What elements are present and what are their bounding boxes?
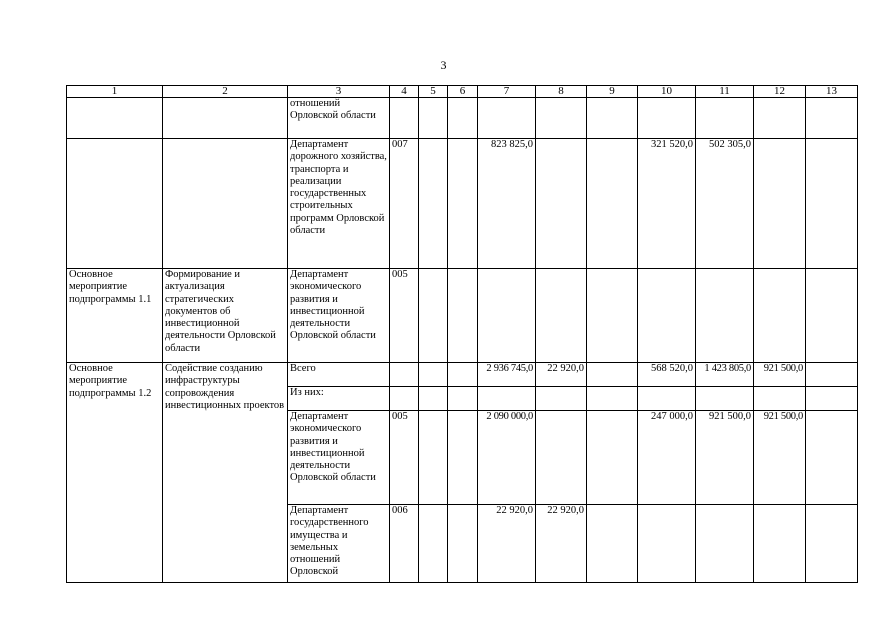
cell xyxy=(163,139,288,269)
col-header: 9 xyxy=(587,86,638,98)
cell xyxy=(754,98,806,139)
cell xyxy=(419,139,448,269)
cell-value: 22 920,0 xyxy=(478,505,536,583)
cell xyxy=(638,98,696,139)
cell xyxy=(390,387,419,411)
cell xyxy=(536,411,587,505)
cell xyxy=(587,139,638,269)
col-header: 11 xyxy=(696,86,754,98)
cell-value: 22 920,0 xyxy=(536,505,587,583)
cell xyxy=(638,269,696,363)
cell-activity: Основное мероприятие подпрограммы 1.2 xyxy=(67,363,163,583)
cell xyxy=(587,98,638,139)
cell xyxy=(696,98,754,139)
cell-value: 1 423 805,0 xyxy=(696,363,754,387)
cell xyxy=(638,505,696,583)
cell-value: 2 936 745,0 xyxy=(478,363,536,387)
cell xyxy=(67,98,163,139)
cell xyxy=(587,505,638,583)
cell xyxy=(806,139,858,269)
cell-executor: отношений Орловской области xyxy=(288,98,390,139)
cell-value: 321 520,0 xyxy=(638,139,696,269)
cell xyxy=(448,363,478,387)
page-number: 3 xyxy=(440,58,447,72)
cell xyxy=(587,269,638,363)
col-header: 10 xyxy=(638,86,696,98)
table-row xyxy=(67,139,858,269)
cell-executor: Из них: xyxy=(288,387,390,411)
cell-executor: Департамент дорожного хозяйства, транспорта и реализации государственных строительных программ Орловской области xyxy=(288,139,390,269)
cell xyxy=(536,269,587,363)
col-header: 13 xyxy=(806,86,858,98)
cell xyxy=(587,411,638,505)
cell xyxy=(448,98,478,139)
cell xyxy=(806,363,858,387)
cell xyxy=(390,98,419,139)
cell xyxy=(448,269,478,363)
table-row xyxy=(67,98,858,139)
table-row xyxy=(67,269,858,363)
cell xyxy=(448,387,478,411)
cell-value: 2 090 000,0 xyxy=(478,411,536,505)
cell xyxy=(806,505,858,583)
cell xyxy=(419,98,448,139)
cell xyxy=(478,98,536,139)
cell xyxy=(754,269,806,363)
col-header: 12 xyxy=(754,86,806,98)
cell xyxy=(806,411,858,505)
cell-value: 823 825,0 xyxy=(478,139,536,269)
cell xyxy=(448,139,478,269)
cell xyxy=(696,505,754,583)
cell-code: 006 xyxy=(390,505,419,583)
cell-value: 921 500,0 xyxy=(754,411,806,505)
cell-description: Содействие созданию инфраструктуры сопровождения инвестиционных проектов xyxy=(163,363,288,583)
cell xyxy=(448,505,478,583)
header-row xyxy=(67,86,858,98)
cell xyxy=(587,387,638,411)
cell xyxy=(754,505,806,583)
cell xyxy=(478,387,536,411)
cell-activity: Основное мероприятие подпрограммы 1.1 xyxy=(67,269,163,363)
cell-executor: Департамент экономического развития и инвестиционной деятельности Орловской области xyxy=(288,411,390,505)
table-row xyxy=(67,363,858,387)
col-header: 8 xyxy=(536,86,587,98)
budget-table xyxy=(66,85,858,583)
cell xyxy=(696,387,754,411)
cell-value: 921 500,0 xyxy=(754,363,806,387)
cell xyxy=(67,139,163,269)
cell xyxy=(638,387,696,411)
cell xyxy=(587,363,638,387)
cell xyxy=(419,505,448,583)
col-header: 1 xyxy=(67,86,163,98)
cell xyxy=(536,387,587,411)
cell-executor: Департамент государственного имущества и земельных отношений Орловской xyxy=(288,505,390,583)
cell xyxy=(448,411,478,505)
cell-code: 007 xyxy=(390,139,419,269)
cell-value: 502 305,0 xyxy=(696,139,754,269)
cell-value: 247 000,0 xyxy=(638,411,696,505)
cell xyxy=(806,269,858,363)
col-header: 6 xyxy=(448,86,478,98)
cell xyxy=(419,411,448,505)
cell-executor: Всего xyxy=(288,363,390,387)
cell xyxy=(806,387,858,411)
col-header: 7 xyxy=(478,86,536,98)
cell xyxy=(419,363,448,387)
cell xyxy=(478,269,536,363)
cell xyxy=(536,98,587,139)
cell xyxy=(696,269,754,363)
col-header: 4 xyxy=(390,86,419,98)
cell xyxy=(419,387,448,411)
col-header: 2 xyxy=(163,86,288,98)
cell-value: 22 920,0 xyxy=(536,363,587,387)
cell xyxy=(163,98,288,139)
cell xyxy=(390,363,419,387)
col-header: 3 xyxy=(288,86,390,98)
cell xyxy=(754,387,806,411)
cell xyxy=(419,269,448,363)
cell xyxy=(806,98,858,139)
cell-value: 921 500,0 xyxy=(696,411,754,505)
cell-code: 005 xyxy=(390,411,419,505)
cell-description: Формирование и актуализация стратегических документов об инвестиционной деятельности Орловской области xyxy=(163,269,288,363)
cell xyxy=(754,139,806,269)
cell xyxy=(536,139,587,269)
cell-executor: Департамент экономического развития и инвестиционной деятельности Орловской области xyxy=(288,269,390,363)
cell-code: 005 xyxy=(390,269,419,363)
cell-value: 568 520,0 xyxy=(638,363,696,387)
col-header: 5 xyxy=(419,86,448,98)
